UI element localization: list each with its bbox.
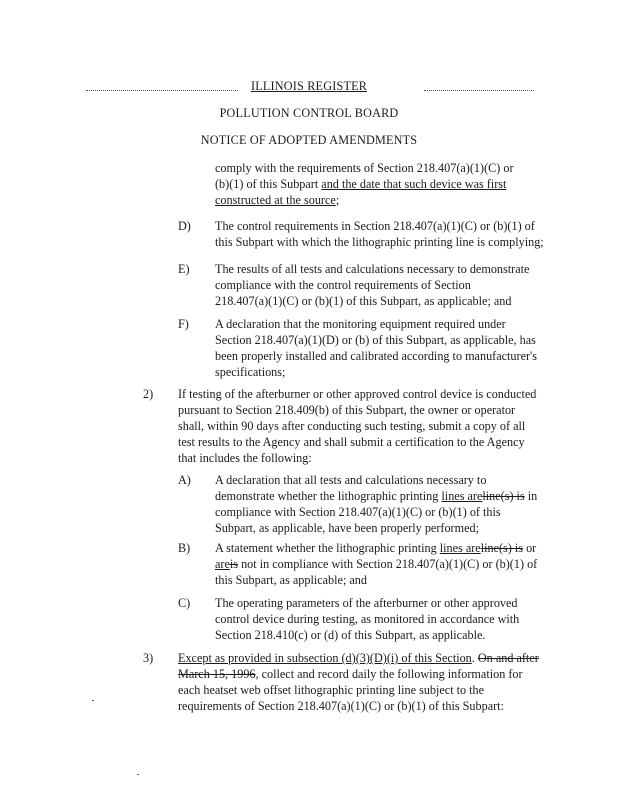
text-line: The results of all tests and calculations necessary to demonstrate bbox=[215, 262, 530, 276]
item-2-label: 2) bbox=[143, 387, 154, 401]
text-line: been properly installed and calibrated according to manufacturer's bbox=[215, 349, 537, 363]
notice-title: NOTICE OF ADOPTED AMENDMENTS bbox=[200, 133, 418, 147]
register-title bbox=[0, 78, 618, 94]
item-d-text bbox=[215, 218, 575, 250]
item-2c-label: C) bbox=[178, 596, 191, 610]
item-2b-text bbox=[215, 540, 575, 588]
item-3-text bbox=[178, 650, 578, 714]
item-2a-label: A) bbox=[178, 473, 191, 487]
item-f-text bbox=[215, 316, 575, 380]
item-2c-text bbox=[215, 595, 575, 643]
continuation-line-1: comply with the requirements of Section 218.407(a)(1)(C) or bbox=[215, 161, 514, 175]
item-d-label: D) bbox=[178, 219, 191, 233]
item-e-text bbox=[215, 261, 575, 309]
text-line: pursuant to Section 218.409(b) of this Subpart, the owner or operator bbox=[178, 403, 516, 417]
text-line: Subpart, as applicable, have been properly performed; bbox=[215, 521, 479, 535]
text-line: requirements of Section 218.407(a)(1)(C) or (b)(1) of this Subpart: bbox=[178, 699, 504, 713]
text-line: compliance with the control requirements of Section bbox=[215, 278, 471, 292]
text-line: A declaration that the monitoring equipment required under bbox=[215, 317, 506, 331]
text-line: that includes the following: bbox=[178, 451, 312, 465]
text-line: areis not in compliance with Section 218.407(a)(1)(C) or (b)(1) of bbox=[215, 557, 538, 571]
scan-speck bbox=[92, 700, 94, 701]
text-line: Section 218.410(c) or (d) of this Subpart, as applicable. bbox=[215, 628, 486, 642]
text-line: If testing of the afterburner or other approved control device is conducted bbox=[178, 387, 537, 401]
text-line: shall, within 90 days after conducting such testing, submit a copy of all bbox=[178, 419, 526, 433]
text-line: this Subpart with which the lithographic printing line is complying; bbox=[215, 235, 544, 249]
continuation-line-3: constructed at the source; bbox=[215, 193, 340, 207]
item-3-label: 3) bbox=[143, 651, 154, 665]
text-line: compliance with Section 218.407(a)(1)(C) or (b)(1) of this bbox=[215, 505, 501, 519]
text-line: test results to the Agency and shall submit a certification to the Agency bbox=[178, 435, 525, 449]
text-line: specifications; bbox=[215, 365, 286, 379]
item-f-label: F) bbox=[178, 317, 189, 331]
text-line: 218.407(a)(1)(C) or (b)(1) of this Subpart, as applicable; and bbox=[215, 294, 512, 308]
text-line: March 15, 1996, collect and record daily the following information for bbox=[178, 667, 523, 681]
item-e-label: E) bbox=[178, 262, 190, 276]
text-line: The operating parameters of the afterburner or other approved bbox=[215, 596, 518, 610]
item-2a-text bbox=[215, 472, 575, 536]
board-title: POLLUTION CONTROL BOARD bbox=[219, 106, 399, 120]
text-line: demonstrate whether the lithographic printing lines areline(s) is in bbox=[215, 489, 538, 503]
item-2-text bbox=[178, 386, 578, 466]
continuation-paragraph bbox=[215, 160, 555, 208]
scan-speck bbox=[137, 774, 139, 775]
item-2b-label: B) bbox=[178, 541, 191, 555]
text-line: The control requirements in Section 218.407(a)(1)(C) or (b)(1) of bbox=[215, 219, 535, 233]
text-line: Section 218.407(a)(1)(D) or (b) of this Subpart, as applicable, has bbox=[215, 333, 536, 347]
text-line: this Subpart, as applicable; and bbox=[215, 573, 367, 587]
text-line: each heatset web offset lithographic printing line subject to the bbox=[178, 683, 485, 697]
text-line: Except as provided in subsection (d)(3)(D)(i) of this Section. On and after bbox=[178, 651, 539, 665]
text-line: A statement whether the lithographic printing lines areline(s) is or bbox=[215, 541, 537, 555]
text-line: A declaration that all tests and calculations necessary to bbox=[215, 473, 487, 487]
text-line: control device during testing, as monitored in accordance with bbox=[215, 612, 520, 626]
continuation-line-2: (b)(1) of this Subpart and the date that such device was first bbox=[215, 177, 507, 191]
register-title-text: ILLINOIS REGISTER bbox=[250, 79, 368, 93]
